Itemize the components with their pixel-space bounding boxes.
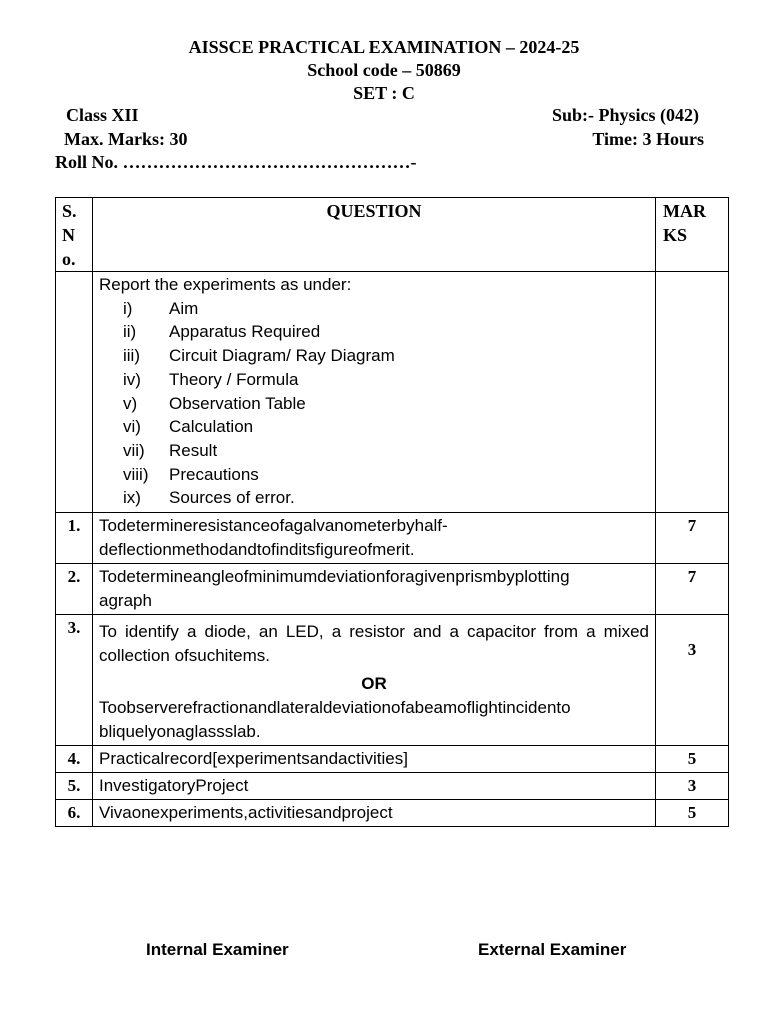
question-text: Practicalrecord[experimentsandactivities] [93, 746, 656, 773]
or-separator: OR [361, 674, 387, 694]
set-label: SET : C [353, 83, 415, 103]
list-item: vii) Result [123, 440, 218, 460]
class-label: Class XII [66, 105, 139, 125]
table-row [56, 564, 729, 615]
row-number: 3. [56, 615, 93, 746]
instructions-row [56, 272, 729, 513]
time-label: Time: 3 Hours [592, 129, 704, 149]
row-number: 4. [56, 746, 93, 773]
list-item: ii) Apparatus Required [123, 322, 321, 342]
row-marks: 5 [656, 746, 729, 773]
question-header: QUESTION [93, 198, 656, 272]
question-text: Todetermineangleofminimumdeviationforagivenprismbyplotting agraph [93, 564, 656, 615]
row-number: 1. [56, 513, 93, 564]
table-header-row [56, 198, 729, 272]
table-row [56, 615, 729, 746]
table-row [56, 773, 729, 800]
row-marks: 7 [656, 564, 729, 615]
report-instructions [93, 272, 656, 513]
external-examiner-label: External Examiner [478, 940, 627, 959]
question-text: Vivaonexperiments,activitiesandproject [93, 800, 656, 827]
row-marks: 5 [656, 800, 729, 827]
subject-label: Sub:- Physics (042) [551, 105, 699, 125]
row-number: 6. [56, 800, 93, 827]
max-marks-label: Max. Marks: 30 [64, 129, 188, 149]
list-item: iii) Circuit Diagram/ Ray Diagram [123, 346, 395, 366]
row-number: 2. [56, 564, 93, 615]
school-code: School code – 50869 [307, 60, 461, 80]
sno-header: S. N o. [56, 198, 93, 272]
question-text: Todetermineresistanceofagalvanometerbyhalf- deflectionmethodandtofinditsfigureofmerit. [93, 513, 656, 564]
row-marks: 3 [656, 773, 729, 800]
table-row [56, 800, 729, 827]
instructions-lead: Report the experiments as under: [99, 275, 352, 294]
list-item: iv) Theory / Formula [123, 369, 299, 389]
question-option-a: To identify a diode, an LED, a resistor and a capacitor from a mixed collection ofsuchitems. [99, 622, 649, 666]
internal-examiner-label: Internal Examiner [146, 940, 289, 959]
list-item: i) Aim [123, 298, 199, 318]
list-item: v) Observation Table [123, 393, 306, 413]
marks-header: MAR KS [656, 198, 729, 272]
report-items-list [99, 297, 649, 510]
list-item: ix) Sources of error. [123, 488, 295, 508]
question-table [55, 197, 729, 827]
question-text: To identify a diode, an LED, a resistor and a capacitor from a mixed collection ofsuchitems. OR Toobserverefractionandlateraldeviationofabeamoflightincidento bliquelyonaglassslab. [93, 615, 656, 746]
table-row [56, 746, 729, 773]
exam-title: AISSCE PRACTICAL EXAMINATION – 2024-25 [188, 37, 580, 57]
roll-no-field: Roll No. …………………………………………- [55, 152, 417, 172]
row-marks: 7 [656, 513, 729, 564]
list-item: viii) Precautions [123, 464, 259, 484]
row-number: 5. [56, 773, 93, 800]
list-item: vi) Calculation [123, 417, 254, 437]
question-text: InvestigatoryProject [93, 773, 656, 800]
row-marks: 3 [656, 615, 729, 746]
table-row [56, 513, 729, 564]
